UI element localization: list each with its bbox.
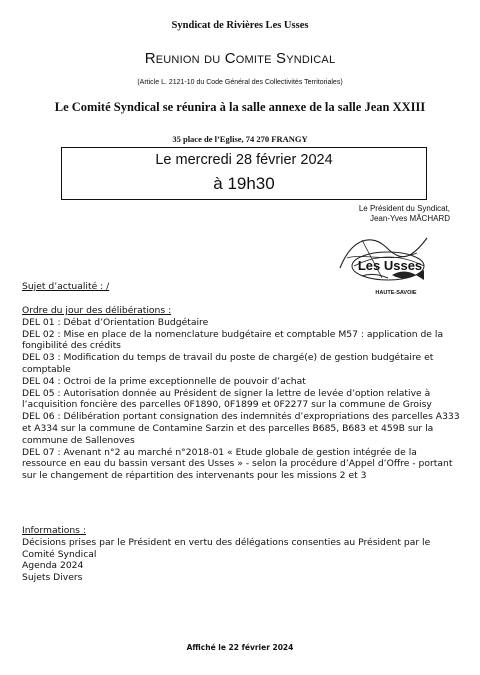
agenda-item: DEL 06 : Délibération portant consignation des indemnités d’expropriations des parcelles A333 et A334 sur la commune de Contamine Sarzin et des parcelles B685, B683 et 459B sur la commune de Sallenoves — [22, 411, 460, 446]
agenda-item: DEL 07 : Avenant n°2 au marché n°2018-01 « Etude globale de gestion intégrée de la ressource en eau du bassin versant des Usses » - selon la procédure d’Appel d’Offre - portant sur le changement de répartition des intervenants pour les missions 2 et 3 — [22, 446, 453, 482]
document-title: Reunion du Comite Syndical — [144, 50, 336, 67]
posted-date: Affiché le 22 février 2024 — [186, 643, 294, 652]
agenda-item: DEL 03 : Modification du temps de travail du poste de chargé(e) de gestion budgétaire et comptable — [22, 352, 434, 375]
meeting-address: 35 place de l’Eglise, 74 270 FRANGY — [172, 134, 308, 144]
legal-reference: (Article L. 2121-10 du Code Général des Collectivités Territoriales) — [137, 79, 343, 86]
signature-block — [359, 204, 450, 224]
meeting-announcement: Le Comité Syndical se réunira à la salle annexe de la salle Jean XXIII — [54, 100, 426, 114]
info-item: Sujets Divers — [22, 572, 83, 584]
info-item: Décisions prises par le Président en vertu des délégations consenties au Président par le Comité Syndical — [22, 536, 431, 560]
meeting-time: à 19h30 — [213, 174, 275, 193]
info-item: Agenda 2024 — [22, 560, 84, 572]
agenda-item: DEL 05 : Autorisation donnée au Président de signer la lettre de levée d’option relative à l’acquisition foncière des parcelles 0F1890, 0F1899 et 0F2277 sur la commune de Groisy — [22, 387, 432, 411]
meeting-date: Le mercredi 28 février 2024 — [155, 152, 333, 168]
info-section — [22, 525, 462, 584]
agenda-item: DEL 01 : Débat d’Orientation Budgétaire — [22, 316, 209, 328]
info-heading: Informations : — [22, 525, 86, 536]
agenda-item: DEL 04 : Octroi de la prime exceptionnelle de pouvoir d’achat — [22, 375, 306, 387]
signature-role: Le Président du Syndicat, — [358, 204, 450, 213]
news-heading: Sujet d’actualité : / — [22, 281, 110, 292]
agenda-heading: Ordre du jour des délibérations : — [22, 305, 172, 316]
news-section — [22, 281, 462, 293]
agenda-item: DEL 02 : Mise en place de la nomenclature budgétaire et comptable M57 : application de la fongibilité des crédits — [22, 328, 444, 352]
logo-text: Les Usses — [357, 258, 423, 273]
agenda-section — [22, 305, 462, 482]
signature-name: Jean-Yves MÂCHARD — [369, 214, 450, 223]
meeting-datetime-box — [61, 147, 427, 200]
logo-region: HAUTE-SAVOIE — [375, 290, 417, 296]
organization-name: Syndicat de Rivières Les Usses — [171, 20, 309, 31]
